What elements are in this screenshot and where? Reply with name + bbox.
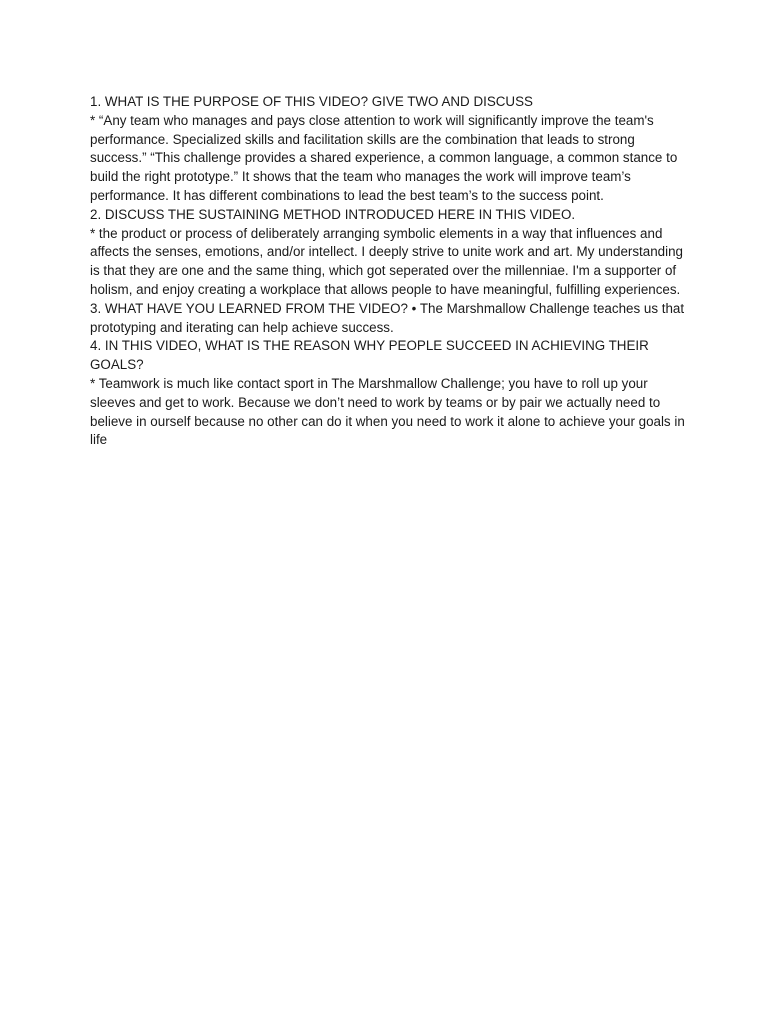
answer-4: * Teamwork is much like contact sport in The Marshmallow Challenge; you have to roll up your sleeves and get to work. Because we don’t need to work by teams or by pair we actually need to believe in ourself because no other can do it when you need to work it alone to achieve your goals in life <box>90 375 685 448</box>
question-4: 4. IN THIS VIDEO, WHAT IS THE REASON WHY PEOPLE SUCCEED IN ACHIEVING THEIR GOALS? <box>90 338 649 373</box>
answer-1: * “Any team who manages and pays close attention to work will significantly improve the team's performance. Specialized skills and facilitation skills are the combination that leads to strong success.” “This challenge provides a shared experience, a common language, a common stance to build the right prototype.” It shows that the team who manages the work will improve team’s performance. It has different combinations to lead the best team’s to the success point. <box>90 112 678 203</box>
document-body <box>90 93 690 450</box>
question-2: 2. DISCUSS THE SUSTAINING METHOD INTRODUCED HERE IN THIS VIDEO. <box>90 206 576 222</box>
question-3-and-answer: 3. WHAT HAVE YOU LEARNED FROM THE VIDEO? • The Marshmallow Challenge teaches us that prototyping and iterating can help achieve success. <box>90 300 685 335</box>
answer-2: * the product or process of deliberately arranging symbolic elements in a way that influences and affects the senses, emotions, and/or intellect. I deeply strive to unite work and art. My understanding is that they are one and the same thing, which got seperated over the millenniae. I'm a supporter of holism, and enjoy creating a workplace that allows people to have meaningful, fulfilling experiences. <box>90 225 683 297</box>
question-1: 1. WHAT IS THE PURPOSE OF THIS VIDEO? GIVE TWO AND DISCUSS <box>90 94 533 109</box>
